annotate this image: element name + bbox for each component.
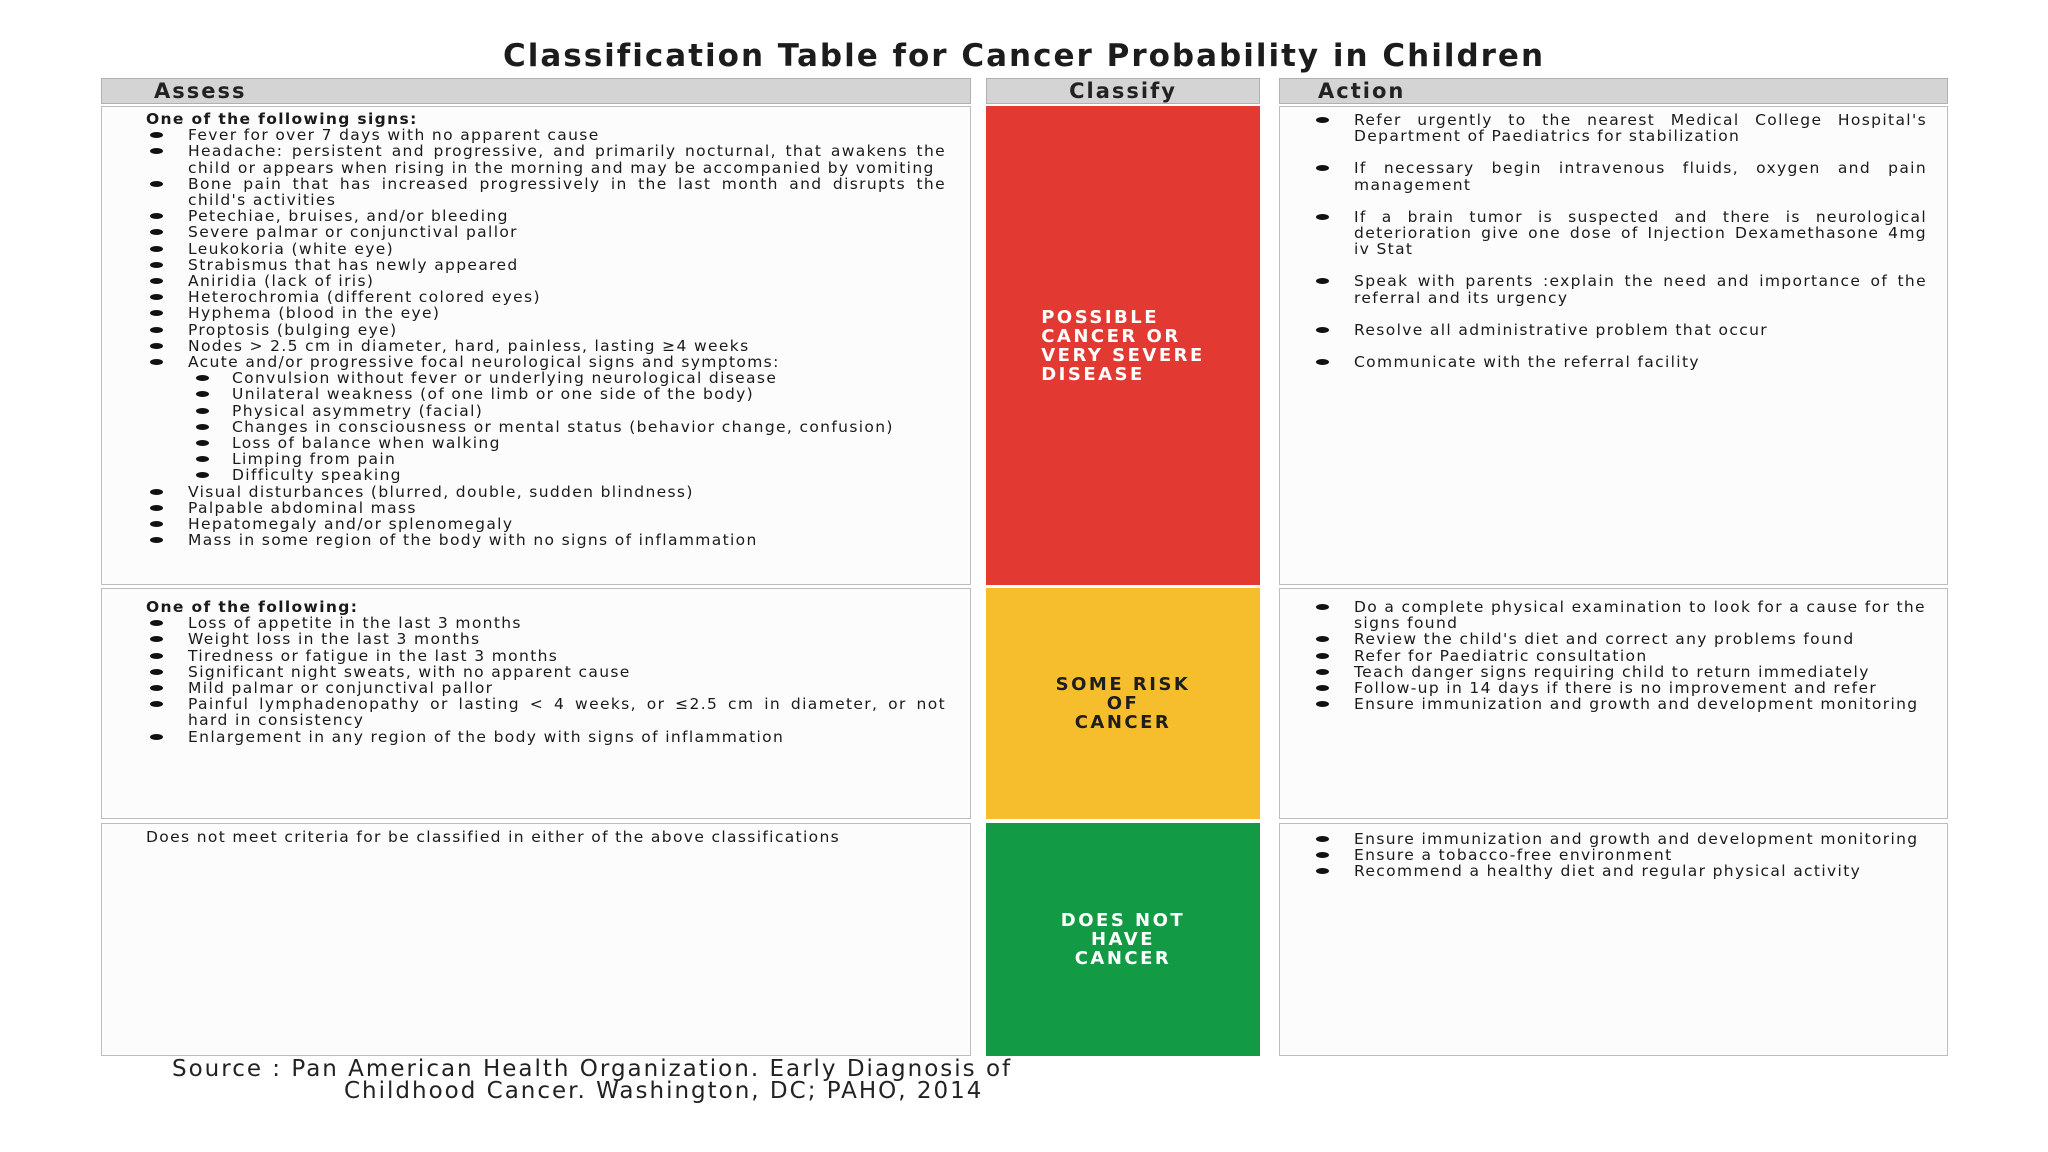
assess-heading: One of the following: [146, 598, 359, 616]
list-item: Proptosis (bulging eye) [146, 322, 946, 338]
source-citation [172, 1058, 1012, 1102]
list-item: If a brain tumor is suspected and there is neurological deterioration give one dose of Injection Dexamethasone 4mg iv Stat [1312, 209, 1927, 258]
list-item: Aniridia (lack of iris) [146, 273, 946, 289]
list-item: Headache: persistent and progressive, and primarily nocturnal, that awakens the child or appears when rising in the morning and may be accompanied by vomiting [146, 143, 946, 175]
list-item: Refer urgently to the nearest Medical College Hospital's Department of Paediatrics for stabilization [1312, 112, 1927, 144]
list-item: Tiredness or fatigue in the last 3 months [146, 648, 946, 664]
list-item: Mass in some region of the body with no signs of inflammation [146, 532, 946, 548]
list-item: Weight loss in the last 3 months [146, 631, 946, 647]
list-item: Palpable abdominal mass [146, 500, 946, 516]
action-content-row-1 [1312, 112, 1927, 386]
classify-cell-possible-cancer [986, 106, 1260, 585]
list-item: Bone pain that has increased progressively in the last month and disrupts the child's activities [146, 176, 946, 208]
source-line-2: Childhood Cancer. Washington, DC; PAHO, 2014 [344, 1078, 984, 1104]
list-item: Loss of appetite in the last 3 months [146, 615, 946, 631]
list-item: Severe palmar or conjunctival pallor [146, 224, 946, 240]
assess-list [146, 127, 946, 370]
list-item: If necessary begin intravenous fluids, oxygen and pain management [1312, 160, 1927, 192]
page-title: Classification Table for Cancer Probability in Children [502, 38, 1546, 74]
list-item: Recommend a healthy diet and regular physical activity [1312, 863, 1927, 879]
assess-cell-row-2 [101, 588, 971, 819]
classify-cell-some-risk [986, 588, 1260, 819]
list-item: Difficulty speaking [188, 467, 946, 483]
assess-cell-row-3 [101, 823, 971, 1056]
action-cell-row-2 [1279, 588, 1948, 819]
list-item: Loss of balance when walking [188, 435, 946, 451]
list-item: Petechiae, bruises, and/or bleeding [146, 208, 946, 224]
list-item: Communicate with the referral facility [1312, 354, 1927, 370]
classification-label: SOME RISK OF CANCER [1055, 674, 1191, 733]
assess-content-row-2 [146, 599, 946, 745]
list-item: Review the child's diet and correct any problems found [1312, 631, 1927, 647]
list-item: Limping from pain [188, 451, 946, 467]
list-item: Heterochromia (different colored eyes) [146, 289, 946, 305]
list-item: Enlargement in any region of the body with signs of inflammation [146, 729, 946, 745]
action-content-row-3 [1312, 831, 1927, 880]
column-header-classify: Classify [986, 78, 1260, 104]
classify-cell-no-cancer [986, 823, 1260, 1056]
action-cell-row-1 [1279, 106, 1948, 585]
list-item: Strabismus that has newly appeared [146, 257, 946, 273]
assess-content-row-1 [146, 111, 946, 548]
list-item: Resolve all administrative problem that occur [1312, 322, 1927, 338]
list-item: Fever for over 7 days with no apparent cause [146, 127, 946, 143]
list-item: Nodes > 2.5 cm in diameter, hard, painless, lasting ≥4 weeks [146, 338, 946, 354]
list-item: Painful lymphadenopathy or lasting < 4 weeks, or ≤2.5 cm in diameter, or not hard in consistency [146, 696, 946, 728]
list-item: Ensure a tobacco-free environment [1312, 847, 1927, 863]
source-line-1: Source : Pan American Health Organization. Early Diagnosis of [172, 1056, 1013, 1082]
list-item: Teach danger signs requiring child to return immediately [1312, 664, 1927, 680]
list-item: Convulsion without fever or underlying neurological disease [188, 370, 946, 386]
assess-list-continued [146, 484, 946, 549]
list-item: Refer for Paediatric consultation [1312, 648, 1927, 664]
list-item: Ensure immunization and growth and development monitoring [1312, 831, 1927, 847]
list-item: Significant night sweats, with no apparent cause [146, 664, 946, 680]
action-content-row-2 [1312, 599, 1927, 712]
list-item: Hyphema (blood in the eye) [146, 305, 946, 321]
assess-list [146, 615, 946, 745]
list-item: Changes in consciousness or mental status (behavior change, confusion) [188, 419, 946, 435]
list-item: Physical asymmetry (facial) [188, 403, 946, 419]
list-item: Unilateral weakness (of one limb or one side of the body) [188, 386, 946, 402]
action-list [1312, 599, 1927, 712]
action-list [1312, 112, 1927, 370]
list-item: Follow-up in 14 days if there is no improvement and refer [1312, 680, 1927, 696]
assess-sublist [188, 370, 946, 483]
list-item: Visual disturbances (blurred, double, sudden blindness) [146, 484, 946, 500]
classification-label: POSSIBLE CANCER OR VERY SEVERE DISEASE [1041, 306, 1205, 385]
list-item: Ensure immunization and growth and development monitoring [1312, 696, 1927, 712]
list-item: Mild palmar or conjunctival pallor [146, 680, 946, 696]
action-list [1312, 831, 1927, 880]
action-cell-row-3 [1279, 823, 1948, 1056]
list-item: Leukokoria (white eye) [146, 241, 946, 257]
assess-cell-row-1 [101, 106, 971, 585]
assess-text: Does not meet criteria for be classified in either of the above classifications [146, 828, 841, 846]
column-header-action: Action [1279, 78, 1948, 104]
list-item: Hepatomegaly and/or splenomegaly [146, 516, 946, 532]
column-header-assess: Assess [101, 78, 971, 104]
list-item: Acute and/or progressive focal neurological signs and symptoms: [146, 354, 946, 370]
classification-label: DOES NOT HAVE CANCER [1060, 910, 1186, 969]
list-item: Do a complete physical examination to look for a cause for the signs found [1312, 599, 1927, 631]
assess-heading: One of the following signs: [146, 110, 418, 128]
list-item: Speak with parents :explain the need and importance of the referral and its urgency [1312, 273, 1927, 305]
